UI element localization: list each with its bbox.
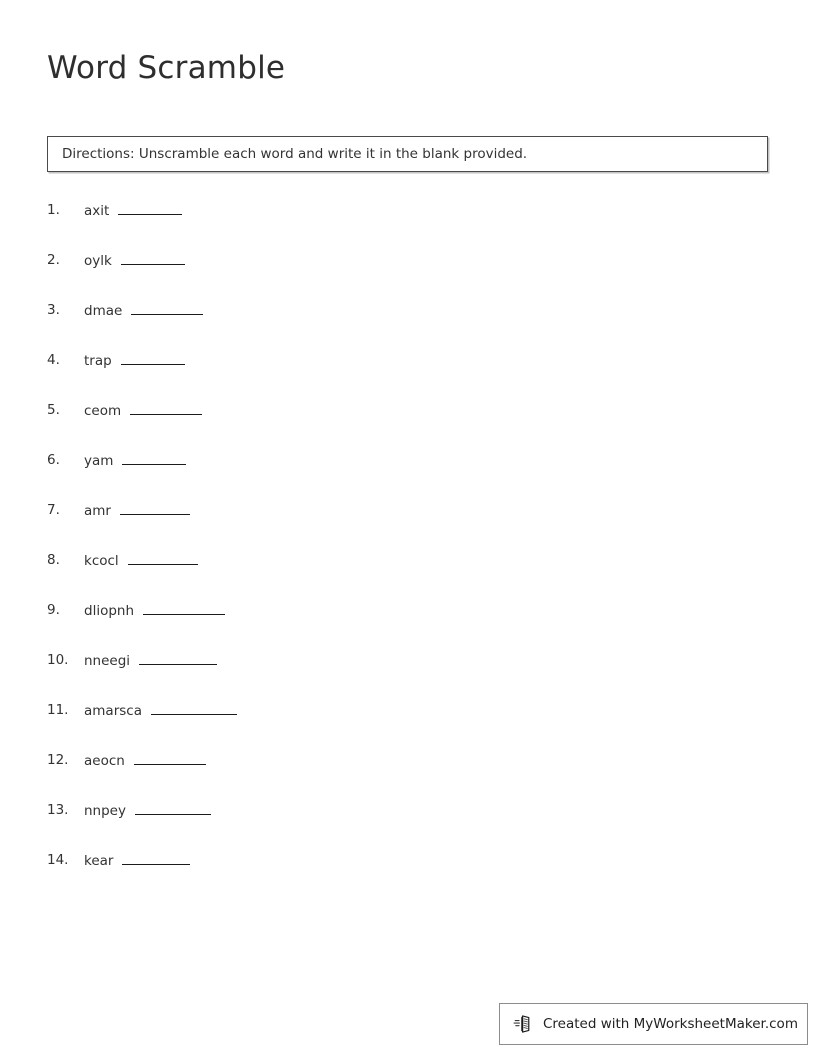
scrambled-word: kcocl (84, 553, 119, 569)
problem-content (84, 200, 182, 221)
problem-content (84, 350, 185, 371)
scrambled-word: amarsca (84, 703, 142, 719)
problem-row (47, 400, 747, 450)
scrambled-word: trap (84, 353, 112, 369)
answer-blank[interactable] (151, 700, 237, 715)
problem-row (47, 350, 747, 400)
problem-content (84, 750, 206, 771)
answer-blank[interactable] (128, 550, 198, 565)
answer-blank[interactable] (121, 250, 185, 265)
answer-blank[interactable] (118, 200, 182, 215)
problem-content (84, 400, 202, 421)
answer-blank[interactable] (120, 500, 190, 515)
answer-blank[interactable] (122, 450, 186, 465)
page-title: Word Scramble (47, 50, 286, 86)
answer-blank[interactable] (121, 350, 185, 365)
scrambled-word: kear (84, 853, 114, 869)
scrambled-word: oylk (84, 253, 112, 269)
directions-text: Directions: Unscramble each word and write it in the blank provided. (62, 146, 528, 162)
problem-row (47, 600, 747, 650)
scrambled-word: aeocn (84, 753, 125, 769)
problem-number: 12. (47, 752, 69, 768)
scrambled-word: nneegi (84, 653, 131, 669)
problem-row (47, 750, 747, 800)
problem-row (47, 700, 747, 750)
problem-number: 8. (47, 552, 60, 568)
problem-content (84, 300, 203, 321)
problem-number: 9. (47, 602, 60, 618)
scrambled-word: ceom (84, 403, 122, 419)
problem-row (47, 850, 747, 900)
answer-blank[interactable] (143, 600, 225, 615)
problem-row (47, 650, 747, 700)
problem-number: 14. (47, 852, 69, 868)
problem-number: 7. (47, 502, 60, 518)
problem-number: 11. (47, 702, 69, 718)
problem-row (47, 500, 747, 550)
problem-content (84, 450, 186, 471)
problem-content (84, 850, 190, 871)
directions-box (47, 136, 768, 172)
problem-number: 5. (47, 402, 60, 418)
problem-content (84, 650, 217, 671)
problem-number: 1. (47, 202, 60, 218)
footer-badge[interactable] (499, 1003, 808, 1045)
answer-blank[interactable] (139, 650, 217, 665)
problem-content (84, 550, 198, 571)
answer-blank[interactable] (131, 300, 203, 315)
problem-row (47, 450, 747, 500)
problem-content (84, 600, 225, 621)
scrambled-word: amr (84, 503, 111, 519)
problem-list (47, 200, 747, 900)
problem-number: 10. (47, 652, 69, 668)
answer-blank[interactable] (130, 400, 202, 415)
problem-number: 6. (47, 452, 60, 468)
problem-row (47, 200, 747, 250)
problem-number: 2. (47, 252, 60, 268)
problem-row (47, 550, 747, 600)
problem-content (84, 800, 211, 821)
scrambled-word: yam (84, 453, 114, 469)
problem-row (47, 300, 747, 350)
footer-badge-text: Created with MyWorksheetMaker.com (543, 1016, 798, 1032)
answer-blank[interactable] (134, 750, 206, 765)
problem-content (84, 700, 237, 721)
scrambled-word: nnpey (84, 803, 126, 819)
answer-blank[interactable] (135, 800, 211, 815)
problem-content (84, 500, 190, 521)
problem-number: 4. (47, 352, 60, 368)
problem-number: 13. (47, 802, 69, 818)
problem-row (47, 800, 747, 850)
scrambled-word: dliopnh (84, 603, 135, 619)
problem-row (47, 250, 747, 300)
scrambled-word: axit (84, 203, 110, 219)
worksheet-maker-logo-icon (513, 1013, 535, 1035)
scrambled-word: dmae (84, 303, 123, 319)
answer-blank[interactable] (122, 850, 190, 865)
problem-content (84, 250, 185, 271)
problem-number: 3. (47, 302, 60, 318)
